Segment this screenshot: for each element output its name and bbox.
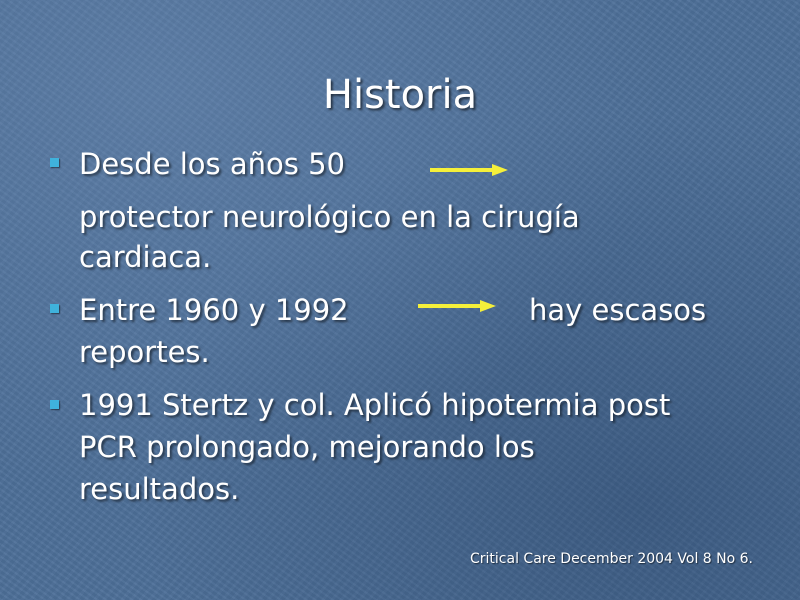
- right-arrow-icon: [418, 299, 496, 313]
- bullet-2-line-1: Entre 1960 y 1992: [79, 293, 349, 327]
- square-bullet-icon: [50, 400, 59, 409]
- bullet-3-line-3: resultados.: [79, 472, 240, 506]
- square-bullet-icon: [50, 304, 59, 313]
- bullet-2-line-1-tail: hay escasos: [529, 293, 707, 327]
- slide-title: Historia: [322, 72, 478, 118]
- bullet-3-line-2: PCR prolongado, mejorando los: [79, 430, 535, 464]
- bullet-2-line-2: reportes.: [79, 335, 210, 369]
- bullet-1-line-2: protector neurológico en la cirugía: [79, 200, 580, 234]
- citation: Critical Care December 2004 Vol 8 No 6.: [470, 551, 754, 567]
- square-bullet-icon: [50, 158, 59, 167]
- bullet-1-line-1: Desde los años 50: [79, 147, 345, 181]
- bullet-1-line-3: cardiaca.: [79, 240, 212, 274]
- bullet-3-line-1: 1991 Stertz y col. Aplicó hipotermia post: [79, 388, 671, 422]
- right-arrow-icon: [430, 163, 508, 177]
